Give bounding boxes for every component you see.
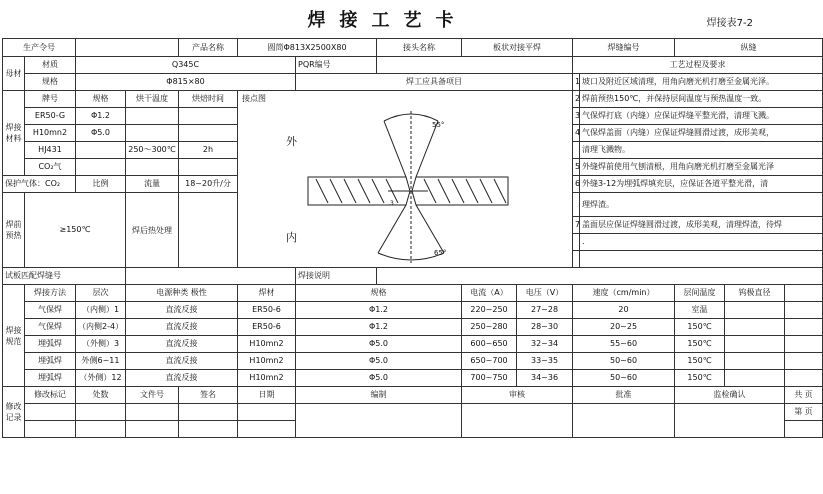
- revision-group-label: 修改记录: [3, 387, 25, 438]
- param-voltage: 27~28: [517, 302, 573, 319]
- requirement-line: 焊前预热150℃，并保持层间温度与预热温度一致。: [580, 91, 823, 108]
- materials-header: 牌号: [25, 91, 76, 108]
- param-extra: [785, 353, 823, 370]
- footer-cell: [296, 404, 462, 438]
- procedure-table: [2, 38, 823, 438]
- param-filler: H10mn2: [238, 370, 296, 387]
- param-header: 焊接方法: [25, 285, 76, 302]
- param-layer: （外侧）3: [76, 336, 126, 353]
- total-pages-label: 共 页: [785, 387, 823, 404]
- req-num: 2: [573, 91, 580, 108]
- param-header: 电流（A）: [462, 285, 517, 302]
- req-num: 1: [573, 74, 580, 91]
- param-polarity: 直流反接: [126, 336, 238, 353]
- form-number: 焊接表7-2: [706, 18, 753, 29]
- param-size: Φ5.0: [296, 336, 462, 353]
- param-filler: H10mn2: [238, 353, 296, 370]
- param-method: 埋弧焊: [25, 353, 76, 370]
- diagram-label: 接点图: [242, 94, 266, 103]
- req-num: [573, 234, 580, 251]
- param-speed: 50~60: [573, 353, 675, 370]
- seam-no-value: 纵缝: [675, 39, 823, 57]
- param-polarity: 直流反接: [126, 370, 238, 387]
- footer-header: 签名: [179, 387, 238, 404]
- footer-cell: [126, 404, 179, 421]
- preheat-value: ≥150℃: [25, 193, 126, 268]
- param-method: 气保焊: [25, 319, 76, 336]
- param-tungsten: [725, 370, 785, 387]
- product-name-label: 产品名称: [179, 39, 238, 57]
- param-polarity: 直流反接: [126, 353, 238, 370]
- param-interpass: 150℃: [675, 336, 725, 353]
- param-filler: H10mn2: [238, 336, 296, 353]
- product-no-value: [76, 39, 179, 57]
- param-polarity: 直流反接: [126, 302, 238, 319]
- materials-header: 烘干温度: [126, 91, 179, 108]
- shield-flow-value: 18~20升/分: [179, 176, 238, 193]
- param-layer: （内侧）1: [76, 302, 126, 319]
- footer-header: 批准: [573, 387, 675, 404]
- param-voltage: 28~30: [517, 319, 573, 336]
- page-number-label: 第 页: [785, 404, 823, 421]
- param-filler: ER50-6: [238, 302, 296, 319]
- footer-header: 处数: [76, 387, 126, 404]
- param-extra: [785, 336, 823, 353]
- param-speed: 20: [573, 302, 675, 319]
- requirement-line: [580, 251, 823, 268]
- material-size: Φ1.2: [76, 108, 126, 125]
- param-extra: [785, 319, 823, 336]
- param-interpass: 150℃: [675, 353, 725, 370]
- param-current: 220~250: [462, 302, 517, 319]
- param-current: 600~650: [462, 336, 517, 353]
- footer-cell: [462, 404, 573, 438]
- param-header: 焊材: [238, 285, 296, 302]
- requirements-title: 工艺过程及要求: [573, 57, 823, 74]
- product-no-label: 生产令号: [3, 39, 76, 57]
- param-size: Φ5.0: [296, 353, 462, 370]
- material-size: Φ5.0: [76, 125, 126, 142]
- footer-cell: [126, 421, 179, 438]
- footer-cell: [76, 421, 126, 438]
- product-name-value: 圆筒Φ813X2500X80: [238, 39, 377, 57]
- welder-items-title: 焊工应具备项目: [296, 74, 573, 91]
- param-speed: 50~60: [573, 370, 675, 387]
- param-extra: [785, 302, 823, 319]
- param-voltage: 33~35: [517, 353, 573, 370]
- param-interpass: 室温: [675, 302, 725, 319]
- footer-cell: [179, 421, 238, 438]
- page-title: 焊接工艺卡: [307, 10, 468, 31]
- param-layer: （外侧）12: [76, 370, 126, 387]
- material-grade: HJ431: [25, 142, 76, 159]
- footer-cell: [179, 404, 238, 421]
- joint-diagram-cell: [238, 91, 573, 268]
- material-bake-time: [179, 159, 238, 176]
- joint-diagram: [238, 91, 578, 267]
- param-voltage: 32~34: [517, 336, 573, 353]
- weld-desc-label: 焊接说明: [296, 268, 377, 285]
- param-speed: 55~60: [573, 336, 675, 353]
- param-size: Φ1.2: [296, 319, 462, 336]
- material-bake-time: [179, 108, 238, 125]
- param-layer: 外侧6~11: [76, 353, 126, 370]
- test-plate-value: [126, 268, 296, 285]
- gap-label: 3: [390, 200, 394, 207]
- param-interpass: 150℃: [675, 319, 725, 336]
- shield-ratio-label: 比例: [76, 176, 126, 193]
- plate-section: [308, 177, 508, 205]
- param-header: 钨极直径: [725, 285, 785, 302]
- param-header: 层间温度: [675, 285, 725, 302]
- param-method: 埋弧焊: [25, 336, 76, 353]
- param-tungsten: [725, 336, 785, 353]
- test-plate-label: 试板匹配焊缝号: [3, 268, 126, 285]
- bottom-angle-label: 65°: [434, 249, 447, 257]
- req-num: [573, 251, 580, 268]
- requirement-line: 盖面层应保证焊缝圆滑过渡，成形美观，清理焊渣，待焊: [580, 217, 823, 234]
- material-dry-temp: [126, 108, 179, 125]
- inner-side-label: 内: [286, 231, 297, 244]
- param-layer: （内侧2-4）: [76, 319, 126, 336]
- material-size: [76, 159, 126, 176]
- shield-gas-label: 保护气体：CO₂: [3, 176, 76, 193]
- params-group-label: 焊接规范: [3, 285, 25, 387]
- pqr-value: [377, 57, 573, 74]
- param-speed: 20~25: [573, 319, 675, 336]
- material-grade: CO₂气: [25, 159, 76, 176]
- requirement-line: 理焊渣。: [580, 193, 823, 217]
- top-angle-label: 55°: [432, 121, 445, 129]
- param-method: 气保焊: [25, 302, 76, 319]
- base-metal-group-label: 母材: [3, 57, 25, 91]
- seam-no-label: 焊缝编号: [573, 39, 675, 57]
- material-grade: H10mn2: [25, 125, 76, 142]
- footer-cell: [76, 404, 126, 421]
- param-header: 电压（V）: [517, 285, 573, 302]
- footer-cell: [675, 404, 785, 438]
- param-interpass: 150℃: [675, 370, 725, 387]
- material-bake-time: 2h: [179, 142, 238, 159]
- pqr-label: PQR编号: [296, 57, 377, 74]
- footer-header: 日期: [238, 387, 296, 404]
- req-num: 3: [573, 108, 580, 125]
- param-header: 层次: [76, 285, 126, 302]
- param-header: 规格: [296, 285, 462, 302]
- footer-cell: [25, 404, 76, 421]
- req-num: 4: [573, 125, 580, 142]
- joint-name-label: 接头名称: [377, 39, 462, 57]
- param-size: Φ5.0: [296, 370, 462, 387]
- param-method: 埋弧焊: [25, 370, 76, 387]
- param-header: 速度（cm/min）: [573, 285, 675, 302]
- footer-header: 修改标记: [25, 387, 76, 404]
- param-current: 650~700: [462, 353, 517, 370]
- param-tungsten: [725, 319, 785, 336]
- requirement-line: 坡口及附近区域清理，用角向磨光机打磨至金属光泽。: [580, 74, 823, 91]
- post-heat-value: [179, 193, 238, 268]
- req-num: 5: [573, 159, 580, 176]
- material-bake-time: [179, 125, 238, 142]
- spec-label: 规格: [25, 74, 76, 91]
- param-header: 电源种类 极性: [126, 285, 238, 302]
- material-dry-temp: [126, 159, 179, 176]
- material-grade: ER50-G: [25, 108, 76, 125]
- param-current: 250~280: [462, 319, 517, 336]
- requirement-line: .: [580, 234, 823, 251]
- shield-flow-label: 流量: [126, 176, 179, 193]
- param-extra: [785, 285, 823, 302]
- spec-value: Φ815×80: [76, 74, 296, 91]
- weld-desc-value: [377, 268, 823, 285]
- joint-name-value: 板状对接平焊: [462, 39, 573, 57]
- req-num: [573, 142, 580, 159]
- footer-cell: [573, 404, 675, 438]
- footer-header: 监检确认: [675, 387, 785, 404]
- req-num: 7: [573, 217, 580, 234]
- param-voltage: 34~36: [517, 370, 573, 387]
- footer-header: 编制: [296, 387, 462, 404]
- param-tungsten: [725, 353, 785, 370]
- footer-cell: [25, 421, 76, 438]
- materials-group-label: 焊接材料: [3, 91, 25, 176]
- materials-header: 规格: [76, 91, 126, 108]
- material-size: [76, 142, 126, 159]
- param-tungsten: [725, 302, 785, 319]
- requirement-line: 气保焊打底（内缝）应保证焊缝平整光滑，清理飞溅。: [580, 108, 823, 125]
- param-filler: ER50-6: [238, 319, 296, 336]
- material-dry-temp: [126, 125, 179, 142]
- footer-header: 审核: [462, 387, 573, 404]
- requirement-line: 外缝焊前使用气刨清根，用角向磨光机打磨至金属光泽: [580, 159, 823, 176]
- footer-cell: [238, 404, 296, 421]
- req-num: [573, 193, 580, 217]
- requirement-line: 外缝3-12为埋弧焊填充层，应保证各道平整光滑，清: [580, 176, 823, 193]
- materials-header: 烘焙时间: [179, 91, 238, 108]
- param-extra: [785, 370, 823, 387]
- footer-cell: [785, 421, 823, 438]
- footer-header: 文件号: [126, 387, 179, 404]
- param-size: Φ1.2: [296, 302, 462, 319]
- post-heat-label: 焊后热处理: [126, 193, 179, 268]
- material-label: 材质: [25, 57, 76, 74]
- requirement-line: 气保焊盖面（内缝）应保证焊缝圆滑过渡，成形美观，: [580, 125, 823, 142]
- requirement-line: 清理飞溅物。: [580, 142, 823, 159]
- preheat-label: 焊前预热: [3, 193, 25, 268]
- req-num: 6: [573, 176, 580, 193]
- param-polarity: 直流反接: [126, 319, 238, 336]
- material-dry-temp: 250～300℃: [126, 142, 179, 159]
- footer-cell: [238, 421, 296, 438]
- material-value: Q345C: [76, 57, 296, 74]
- param-current: 700~750: [462, 370, 517, 387]
- outer-side-label: 外: [286, 135, 297, 148]
